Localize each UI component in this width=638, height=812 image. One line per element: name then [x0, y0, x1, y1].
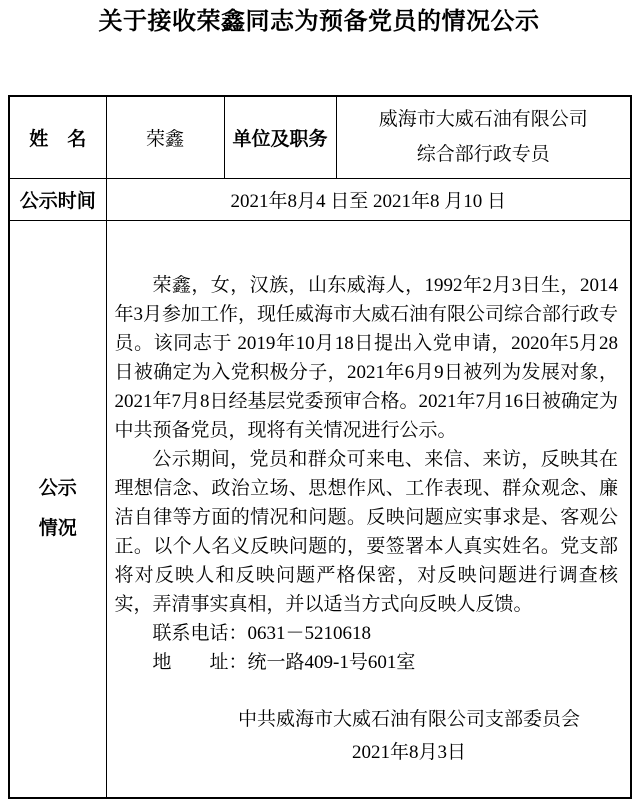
unit-value-line1: 威海市大威石油有限公司 — [378, 108, 588, 130]
unit-value-cell — [336, 96, 631, 178]
publicity-time-value: 2021年8月4 日至 2021年8 月10 日 — [106, 178, 631, 220]
situation-paragraph-1: 荣鑫，女，汉族，山东威海人，1992年2月3日生，2014年3月参加工作，现任威海市大威石油有限公司综合部行政专员。该同志于 2019年10月18日提出入党申请，2020年5月28日被确定为入党积极分子，2021年6月9日被列为发展对象，2021年7月8日经基层党委预审合格。2021年7月16日被确定为中共预备党员，现将有关情况进行公示。 — [114, 274, 619, 441]
situation-label-line1: 公示 — [38, 477, 77, 499]
situation-paragraph-2: 公示期间，党员和群众可来电、来信、来访，反映其在理想信念、政治立场、思想作风、工作表现、群众观念、廉洁自律等方面的情况和问题。反映问题应实事求是、客观公正。以个人名义反映问题的，要签署本人真实姓名。党支部将对反映人和反映问题严格保密，对反映问题进行调查核实，弄清事实真相，并以适当方式向反映人反馈。 — [114, 448, 618, 615]
unit-value-line2: 综合部行政专员 — [416, 143, 550, 165]
situation-content-cell — [106, 220, 631, 798]
page-title: 关于接收荣鑫同志为预备党员的情况公示 — [98, 9, 540, 35]
signature-date: 2021年8月3日 — [351, 741, 466, 763]
contact-address-line: 地 址：统一路409-1号601室 — [152, 651, 416, 673]
contact-phone-line: 联系电话：0631－5210618 — [152, 622, 372, 644]
name-label: 姓 名 — [9, 96, 106, 178]
signature-block — [238, 703, 580, 769]
unit-title-label: 单位及职务 — [224, 96, 336, 178]
table-row — [9, 220, 631, 798]
notice-table — [8, 95, 632, 799]
signature-org: 中共威海市大威石油有限公司支部委员会 — [237, 708, 580, 730]
publicity-time-label: 公示时间 — [9, 178, 106, 220]
name-value: 荣鑫 — [106, 96, 224, 178]
table-row — [9, 96, 631, 178]
table-row — [9, 178, 631, 220]
situation-label-cell — [9, 220, 106, 798]
situation-label-line2: 情况 — [38, 517, 77, 539]
